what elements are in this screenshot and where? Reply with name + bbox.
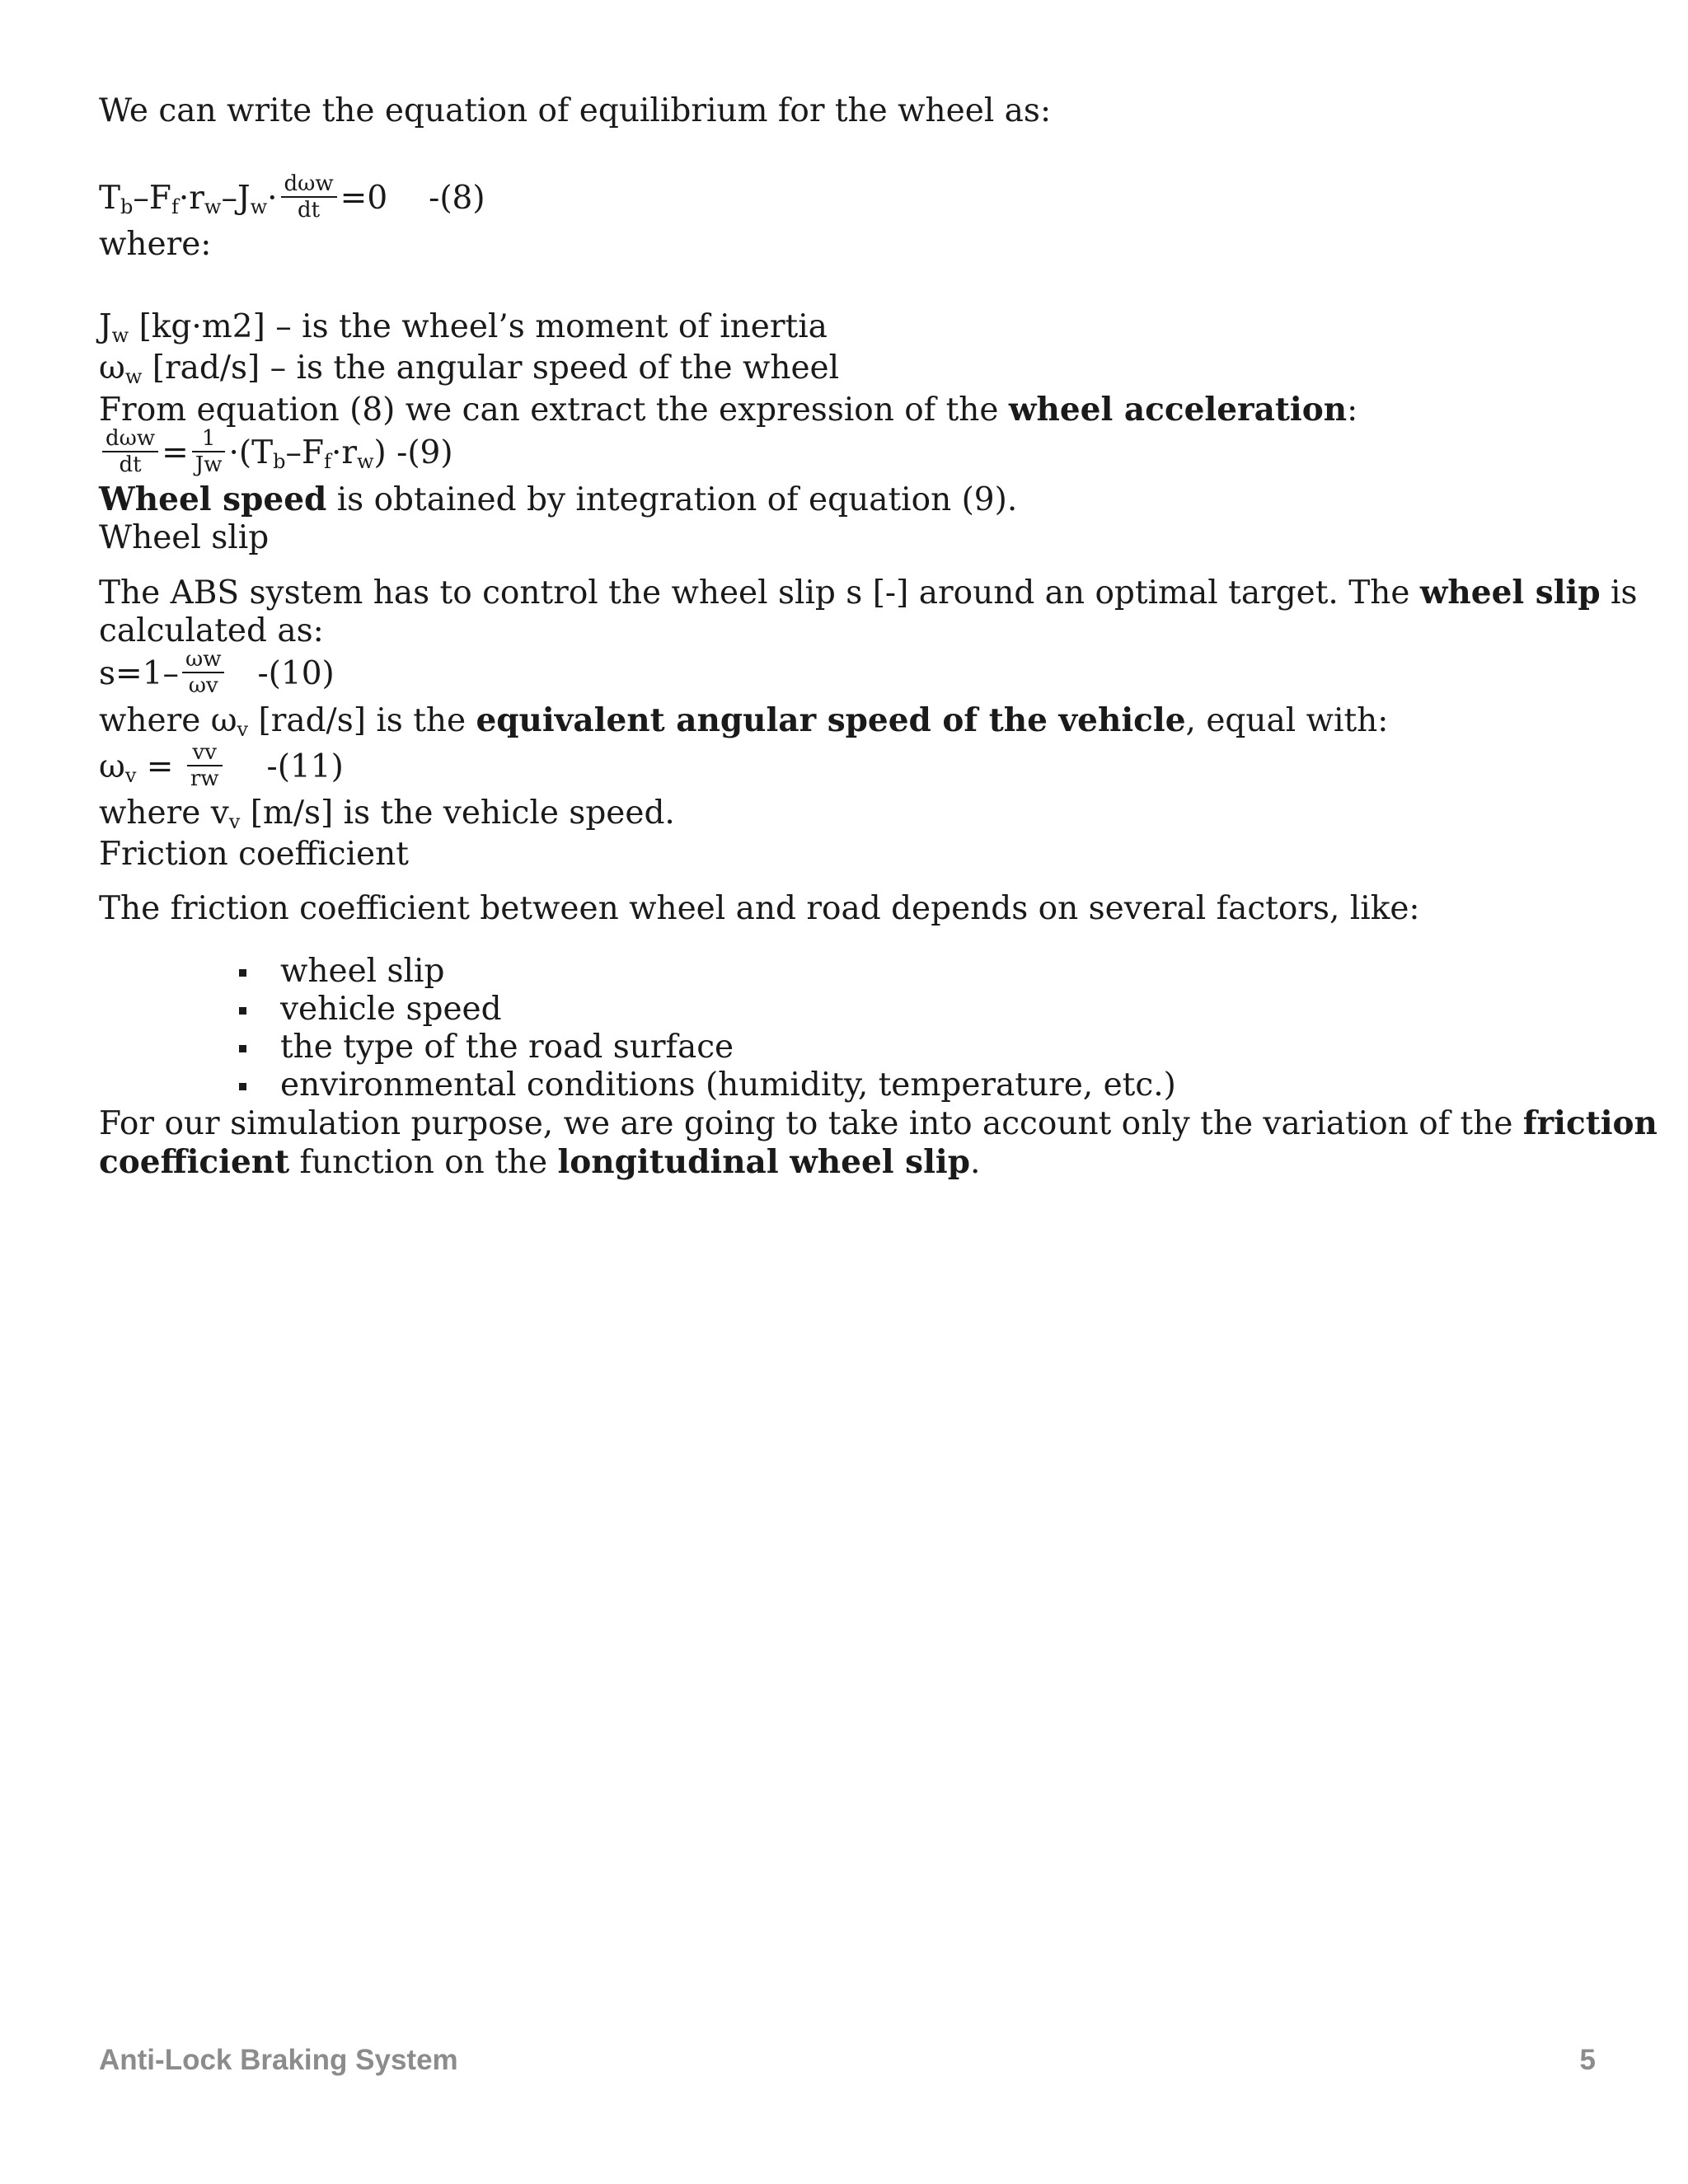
intro-paragraph: We can write the equation of equilibrium for the wheel as: [99, 92, 1052, 129]
equation-9: $\frac{\text{dωw}}{dt}$ = $\frac{1}{Jw}$ $\cdot(T_b-F_f\cdot r_w)$ -(9) [99, 429, 1599, 480]
wheel-speed-paragraph: Wheel speed is obtained by integration of equation (9). [99, 480, 1018, 518]
list-item: the type of the road surface [239, 1029, 1599, 1066]
heading-wheel-slip: Wheel slip [99, 519, 270, 556]
fraction: $\frac{1}{Jw}$ [192, 426, 226, 477]
list-item: wheel slip [239, 953, 1599, 991]
friction-paragraph: The friction coefficient between wheel and road depends on several factors, like: [99, 890, 1420, 927]
factor-list [99, 953, 1599, 1104]
definition-inertia: $J_w$ [kg·m2] – is the wheel’s moment of inertia [99, 308, 828, 347]
fraction: $\frac{vv}{rw}$ [187, 740, 223, 791]
fraction: $\frac{\omega w}{\omega v}$ [182, 647, 224, 698]
abs-paragraph-line2: calculated as: [99, 612, 324, 649]
equation-11: $\omega_v$ = $\frac{vv}{rw}$ -(11) [99, 740, 344, 791]
vehicle-speed-paragraph: where $v_v$ [m/s] is the vehicle speed. [99, 794, 675, 833]
simulation-paragraph: For our simulation purpose, we are going to take into account only the variation of the friction [99, 1104, 1658, 1142]
simulation-paragraph-line2: coefficient function on the longitudinal wheel slip. [99, 1143, 981, 1181]
equation-number: -(10) [257, 655, 335, 692]
where-label: where: [99, 226, 212, 263]
equation-number: -(8) [429, 180, 485, 217]
heading-friction-coefficient: Friction coefficient [99, 836, 409, 873]
list-item: environmental conditions (humidity, temperature, etc.) [239, 1066, 1599, 1104]
definition-angular-speed: $\omega_w$ [rad/s] – is the angular speed of the wheel [99, 349, 840, 388]
acceleration-paragraph: From equation (8) we can extract the expression of the wheel acceleration: [99, 391, 1358, 429]
equation-number: -(11) [266, 748, 344, 785]
list-item: vehicle speed [239, 991, 1599, 1029]
footer-title: Anti-Lock Braking System [99, 2044, 458, 2076]
fraction: $\frac{\text{dωw}}{dt}$ [281, 171, 337, 223]
vehicle-angular-speed-paragraph: where $\omega_v$ [rad/s] is the equivalent angular speed of the vehicle, equal with: [99, 701, 1389, 741]
fraction: $\frac{\text{dωw}}{dt}$ [102, 426, 158, 477]
document-body [99, 92, 1658, 1182]
page-number: 5 [1579, 2044, 1596, 2076]
equation-10: s=1– $\frac{\omega w}{\omega v}$ -(10) [99, 647, 335, 698]
equation-8: $T_b-F_f\cdot r_w-J_w\cdot$ $\frac{\text{dωw}}{dt}$ =0 -(8) [99, 171, 485, 223]
abs-paragraph: The ABS system has to control the wheel slip s [-] around an optimal target. The wheel slip is [99, 574, 1638, 612]
